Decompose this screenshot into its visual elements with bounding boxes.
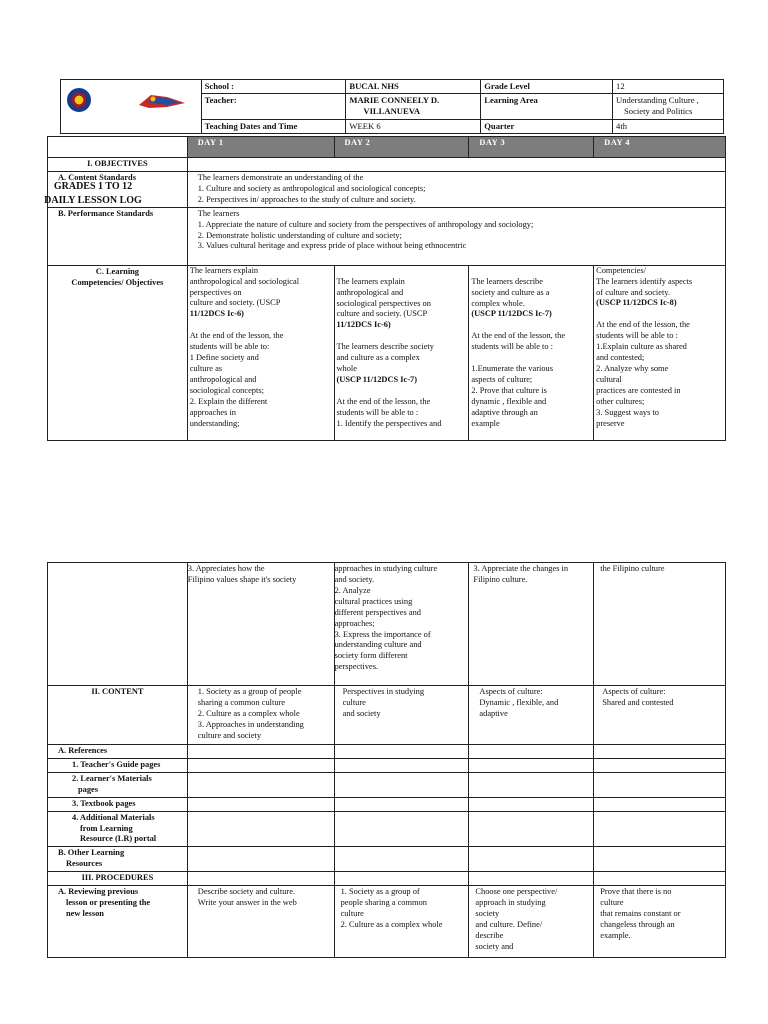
dates-value: WEEK 6 bbox=[346, 119, 481, 133]
deped-seal-icon bbox=[67, 88, 91, 112]
reviewing-day2: 1. Society as a group of people sharing a common culture 2. Culture as a complex whole bbox=[334, 886, 469, 958]
textbook-label: 3. Textbook pages bbox=[48, 797, 188, 811]
teacher-value: MARIE CONNEELY D. VILLANUEVA bbox=[346, 94, 481, 119]
content-day2: Perspectives in studying culture and society bbox=[334, 686, 469, 745]
reviewing-label: A. Reviewing previous lesson or presenting the new lesson bbox=[48, 886, 188, 958]
competency-day1: The learners explain anthropological and sociological perspectives on culture and society. (USCP 11/12DCS Ic-6) At the end of the lesson, the students will be able to: 1 Define society and culture as anthropological and sociological concepts; 2. Explain the different approaches in understanding; bbox=[187, 265, 334, 440]
day-header-1: DAY 1 bbox=[187, 137, 334, 158]
competencies-label: C. Learning Competencies/ Objectives bbox=[48, 265, 188, 440]
dates-label: Teaching Dates and Time bbox=[201, 119, 346, 133]
reviewing-day3: Choose one perspective/ approach in studying society and culture. Define/ describe society and bbox=[469, 886, 594, 958]
lesson-log-table-bottom bbox=[47, 562, 726, 958]
references-label: A. References bbox=[48, 745, 188, 759]
objectives-label: I. OBJECTIVES bbox=[48, 158, 188, 172]
area-label: Learning Area bbox=[481, 94, 613, 119]
school-logo-icon bbox=[137, 93, 187, 109]
day-header-3: DAY 3 bbox=[469, 137, 594, 158]
procedures-label: III. PROCEDURES bbox=[48, 872, 188, 886]
additional-materials-label: 4. Additional Materials from Learning Resource (LR) portal bbox=[48, 811, 188, 847]
continuation-day4: the Filipino culture bbox=[594, 563, 726, 686]
reviewing-day4: Prove that there is no culture that remains constant or changeless through an example. bbox=[594, 886, 726, 958]
school-value: BUCAL NHS bbox=[346, 80, 481, 94]
header-table bbox=[60, 79, 724, 134]
content-day1: 1. Society as a group of people sharing a common culture 2. Culture as a complex whole 3. Approaches in understanding culture and society bbox=[187, 686, 334, 745]
learners-materials-label: 2. Learner's Materials pages bbox=[48, 772, 188, 797]
day-header-4: DAY 4 bbox=[594, 137, 726, 158]
grade-label: Grade Level bbox=[481, 80, 613, 94]
continuation-day3: 3. Appreciate the changes in Filipino culture. bbox=[469, 563, 594, 686]
content-standards-label: A. Content Standards bbox=[48, 171, 188, 207]
content-day3: Aspects of culture: Dynamic , flexible, and adaptive bbox=[469, 686, 594, 745]
day-header-blank bbox=[48, 137, 188, 158]
teacher-label: Teacher: bbox=[201, 94, 346, 119]
dll-title: GRADES 1 TO 12 DAILY LESSON LOG bbox=[44, 181, 142, 206]
teachers-guide-label: 1. Teacher's Guide pages bbox=[48, 758, 188, 772]
content-day4: Aspects of culture: Shared and contested bbox=[594, 686, 726, 745]
day-header-2: DAY 2 bbox=[334, 137, 469, 158]
competency-day3: The learners describe society and culture as a complex whole. (USCP 11/12DCS Ic-7) At the end of the lesson, the students will be able to : 1.Enumerate the various aspects of culture; 2. Prove that culture is dynamic , flexible and adaptive through an example bbox=[469, 265, 594, 440]
continuation-day1: 3. Appreciates how the Filipino values shape it's society bbox=[187, 563, 334, 686]
competency-day4: Competencies/ The learners identify aspects of culture and society. (USCP 11/12DCS Ic-8) At the end of the lesson, the students will be able to : 1.Explain culture as shared and contested; 2. Analyze why some cultural practices are contested in other cultures; 3. Suggest ways to preserve bbox=[594, 265, 726, 440]
other-resources-label: B. Other Learning Resources bbox=[48, 847, 188, 872]
school-label: School : bbox=[201, 80, 346, 94]
content-standards-text: The learners demonstrate an understanding of the 1. Culture and society as anthropological and sociological concepts; 2. Perspectives in/ approaches to the study of culture and society. bbox=[187, 171, 725, 207]
quarter-value: 4th bbox=[613, 119, 724, 133]
logo-cell bbox=[61, 80, 202, 134]
grade-value: 12 bbox=[613, 80, 724, 94]
content-label: II. CONTENT bbox=[48, 686, 188, 745]
reviewing-day1: Describe society and culture. Write your answer in the web bbox=[187, 886, 334, 958]
area-value: Understanding Culture , Society and Politics bbox=[613, 94, 724, 119]
competency-day2: The learners explain anthropological and sociological perspectives on culture and society. (USCP 11/12DCS Ic-6) The learners describe society and culture as a complex whole (USCP 11/12DCS Ic-7) At the end of the lesson, the students will be able to : 1. Identify the perspectives and bbox=[334, 265, 469, 440]
performance-standards-text: The learners 1. Appreciate the nature of culture and society from the perspectives of anthropology and sociology; 2. Demonstrate holistic understanding of culture and society; 3. Values cultural heritage and express pride of place without being ethnocentric bbox=[187, 207, 725, 265]
quarter-label: Quarter bbox=[481, 119, 613, 133]
performance-standards-label: B. Performance Standards bbox=[48, 207, 188, 265]
continuation-day2: approaches in studying culture and society. 2. Analyze cultural practices using different perspectives and approaches; 3. Express the importance of understanding culture and society form different perspectives. bbox=[334, 563, 469, 686]
